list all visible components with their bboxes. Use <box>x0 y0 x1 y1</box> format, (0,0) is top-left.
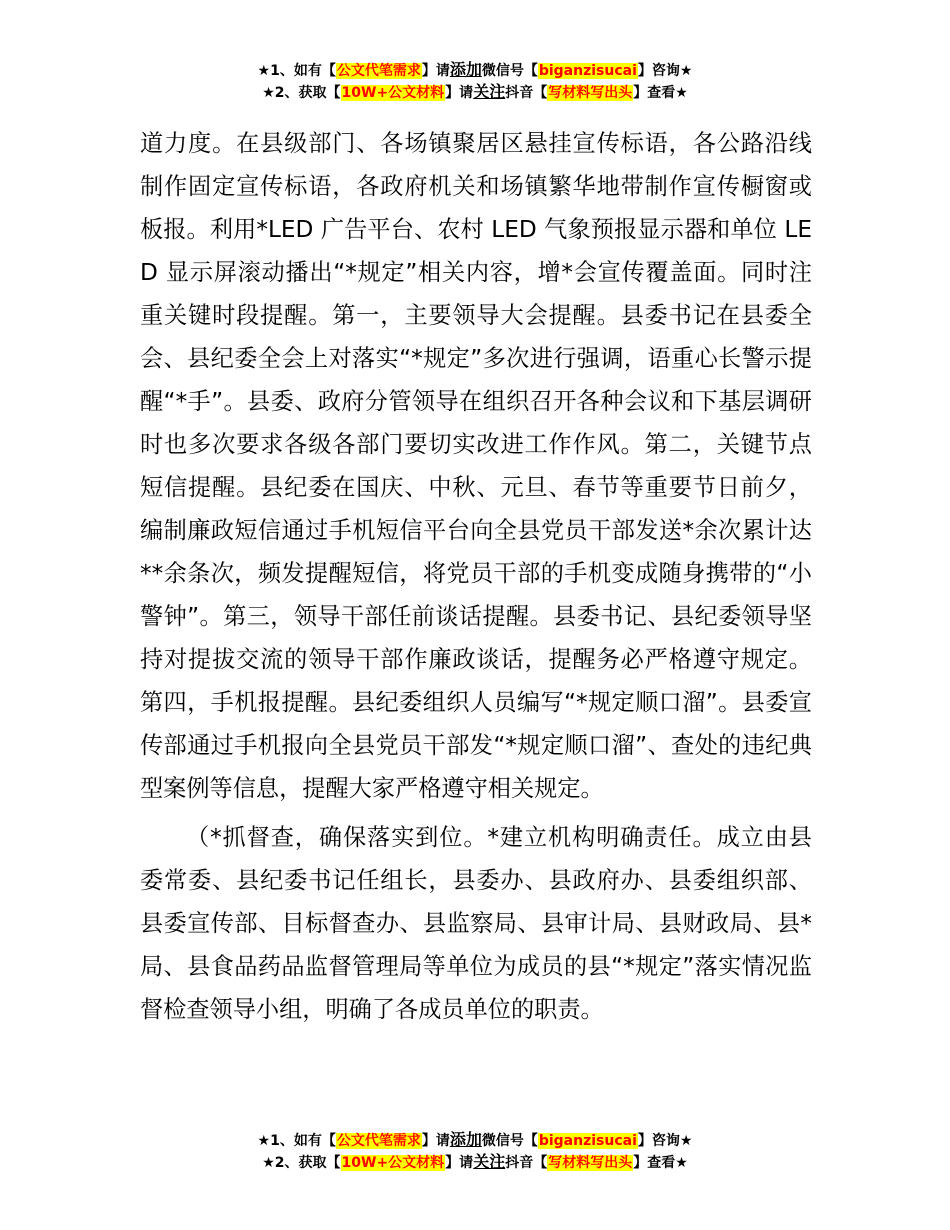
footer-banner <box>0 1129 950 1173</box>
banner-text: ★1、如有【 <box>257 1133 336 1149</box>
banner-text: 】请 <box>445 1155 474 1171</box>
banner-text: 微信号【 <box>481 63 538 79</box>
header-banner <box>0 59 950 103</box>
banner-underlined: 关注 <box>473 1152 506 1171</box>
banner-text: 】咨询★ <box>637 1133 693 1149</box>
banner-underlined: 添加 <box>449 60 482 79</box>
banner-underlined: 添加 <box>449 1130 482 1149</box>
banner-text: 】咨询★ <box>637 63 693 79</box>
banner-line-1 <box>0 1129 950 1151</box>
document-body <box>140 122 812 1031</box>
banner-highlight: 写材料写出头 <box>548 85 633 101</box>
banner-highlight: 10W+公文材料 <box>341 85 445 101</box>
banner-text: 】请 <box>421 63 450 79</box>
banner-highlight: 10W+公文材料 <box>341 1155 445 1171</box>
banner-text: 抖音【 <box>505 85 548 101</box>
banner-text: 】查看★ <box>633 1155 688 1171</box>
banner-text: 微信号【 <box>481 1133 538 1149</box>
banner-highlight: 写材料写出头 <box>548 1155 633 1171</box>
banner-text: ★2、获取【 <box>262 1155 341 1171</box>
banner-text: ★1、如有【 <box>257 63 336 79</box>
banner-underlined: 关注 <box>473 82 506 101</box>
banner-text: 】查看★ <box>633 85 688 101</box>
banner-line-2 <box>0 1151 950 1173</box>
banner-text: 】请 <box>421 1133 450 1149</box>
banner-line-1 <box>0 59 950 81</box>
banner-highlight: 公文代笔需求 <box>336 63 421 79</box>
banner-highlight: 公文代笔需求 <box>336 1133 421 1149</box>
banner-highlight: biganzisucai <box>538 1133 637 1149</box>
banner-text: 抖音【 <box>505 1155 548 1171</box>
banner-highlight: biganzisucai <box>538 63 637 79</box>
banner-text: 】请 <box>445 85 474 101</box>
banner-line-2 <box>0 81 950 103</box>
body-paragraph: （*抓督查，确保落实到位。*建立机构明确责任。成立由县委常委、县纪委书记任组长，县委办、县政府办、县委组织部、县委宣传部、目标督查办、县监察局、县审计局、县财政局、县*局、县食品药品监督管理局等单位为成员的县“*规定”落实情况监督检查领导小组，明确了各成员单位的职责。 <box>140 824 812 1023</box>
banner-text: ★2、获取【 <box>262 85 341 101</box>
body-paragraph: 道力度。在县级部门、各场镇聚居区悬挂宣传标语，各公路沿线制作固定宣传标语，各政府机关和场镇繁华地带制作宣传橱窗或板报。利用*LED 广告平台、农村 LED 气象预报显示器和单位 LED 显示屏滚动播出“*规定”相关内容，增*会宣传覆盖面。同时注重关键时段提醒。第一，主要领导大会提醒。县委书记在县委全会、县纪委全会上对落实“*规定”多次进行强调，语重心长警示提醒“*手”。县委、政府分管领导在组织召开各种会议和下基层调研时也多次要求各级各部门要切实改进工作作风。第二，关键节点短信提醒。县纪委在国庆、中秋、元旦、春节等重要节日前夕，编制廉政短信通过手机短信平台向全县党员干部发送*余次累计达**余条次，频发提醒短信，将党员干部的手机变成随身携带的“小警钟”。第三，领导干部任前谈话提醒。县委书记、县纪委领导坚持对提拔交流的领导干部作廉政谈话，提醒务必严格遵守规定。第四，手机报提醒。县纪委组织人员编写“*规定顺口溜”。县委宣传部通过手机报向全县党员干部发“*规定顺口溜”、查处的违纪典型案例等信息，提醒大家严格遵守相关规定。 <box>140 130 812 802</box>
